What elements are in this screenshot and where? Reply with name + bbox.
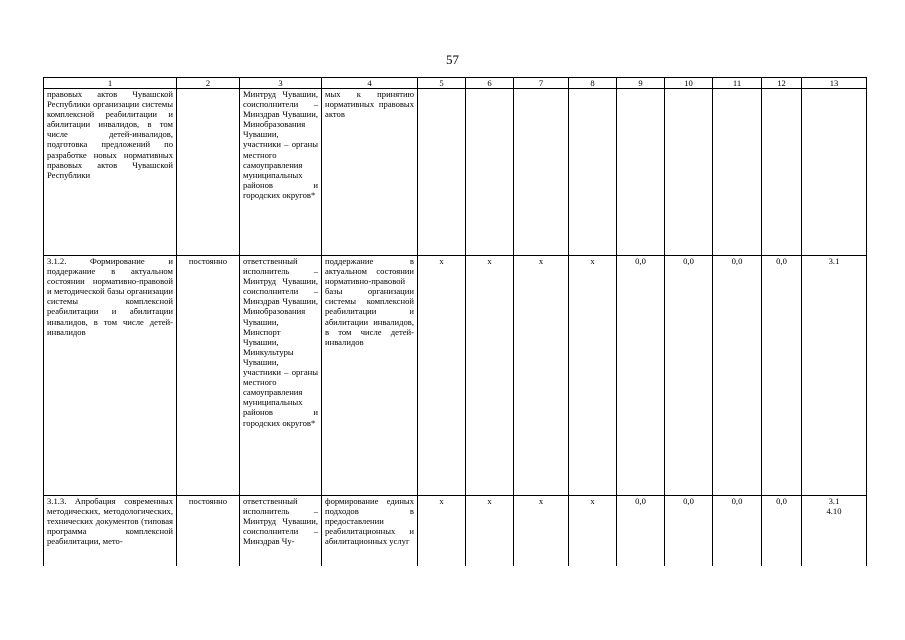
term-cell [177, 89, 240, 256]
measure-name-cell: 3.1.2. Формирование и поддержание в актуальном состоянии нормативно-правовой и методической базы организации системы комплексной реабилитации и абилитации инвалидов, в том числе детей-инвалидов [44, 256, 177, 496]
column-number: 10 [665, 78, 713, 89]
column-number: 6 [466, 78, 514, 89]
column-number: 9 [617, 78, 665, 89]
value-cell: x [466, 496, 514, 567]
value-cell [713, 89, 762, 256]
column-number: 11 [713, 78, 762, 89]
value-cell: x [514, 256, 569, 496]
term-cell: постоянно [177, 256, 240, 496]
value-cell: 0,0 [617, 256, 665, 496]
column-number: 13 [802, 78, 867, 89]
value-cell [569, 89, 617, 256]
table-row [44, 89, 867, 256]
term-cell: постоянно [177, 496, 240, 567]
column-number: 4 [322, 78, 418, 89]
value-cell: 0,0 [665, 496, 713, 567]
value-cell [418, 89, 466, 256]
value-cell [762, 89, 802, 256]
indicator-ref-cell: 3.1 [802, 256, 867, 496]
column-number-row [44, 78, 867, 89]
value-cell: x [514, 496, 569, 567]
value-cell [665, 89, 713, 256]
value-cell: x [418, 256, 466, 496]
table-row [44, 496, 867, 567]
value-cell: 0,0 [713, 256, 762, 496]
page-number: 57 [446, 52, 459, 67]
column-number: 8 [569, 78, 617, 89]
value-cell: x [418, 496, 466, 567]
column-number: 7 [514, 78, 569, 89]
column-number: 5 [418, 78, 466, 89]
indicator-ref-cell [802, 89, 867, 256]
expected-result-cell: мых к принятию нормативных правовых актов [322, 89, 418, 256]
measure-name-cell: 3.1.3. Апробация современных методических, методологических, технических документов (типовая программа комплексной реабилитации, мето- [44, 496, 177, 567]
value-cell [514, 89, 569, 256]
value-cell: 0,0 [762, 256, 802, 496]
value-cell: x [569, 256, 617, 496]
value-cell [617, 89, 665, 256]
value-cell: 0,0 [713, 496, 762, 567]
indicator-ref-cell: 3.1 4.10 [802, 496, 867, 567]
value-cell: x [466, 256, 514, 496]
value-cell: 0,0 [617, 496, 665, 567]
column-number: 12 [762, 78, 802, 89]
executors-cell: ответственный исполнитель – Минтруд Чувашии, соисполнители – Минздрав Чу- [240, 496, 322, 567]
executors-cell: ответственный исполнитель – Минтруд Чувашии, соисполнители – Минздрав Чувашии, Минобразования Чувашии, Минспорт Чувашии, Минкультуры Чувашии, участники – органы местного самоуправления муниципальных районов и городских округов* [240, 256, 322, 496]
table-row [44, 256, 867, 496]
measures-table [43, 77, 867, 566]
column-number: 1 [44, 78, 177, 89]
expected-result-cell: поддержание в актуальном состоянии нормативно-правовой базы организации системы комплексной реабилитации и абилитации инвалидов, в том числе детей-инвалидов [322, 256, 418, 496]
expected-result-cell: формирование единых подходов в предоставлении реабилитационных и абилитационных услуг [322, 496, 418, 567]
value-cell: 0,0 [762, 496, 802, 567]
measure-name-cell: правовых актов Чувашской Республики организации системы комплексной реабилитации и абилитации инвалидов, в том числе детей-инвалидов, подготовка предложений по разработке новых нормативных правовых актов Чувашской Республики [44, 89, 177, 256]
value-cell [466, 89, 514, 256]
value-cell: x [569, 496, 617, 567]
executors-cell: Минтруд Чувашии, соисполнители – Минздрав Чувашии, Минобразования Чувашии, участники – органы местного самоуправления муниципальных районов и городских округов* [240, 89, 322, 256]
column-number: 3 [240, 78, 322, 89]
column-number: 2 [177, 78, 240, 89]
value-cell: 0,0 [665, 256, 713, 496]
